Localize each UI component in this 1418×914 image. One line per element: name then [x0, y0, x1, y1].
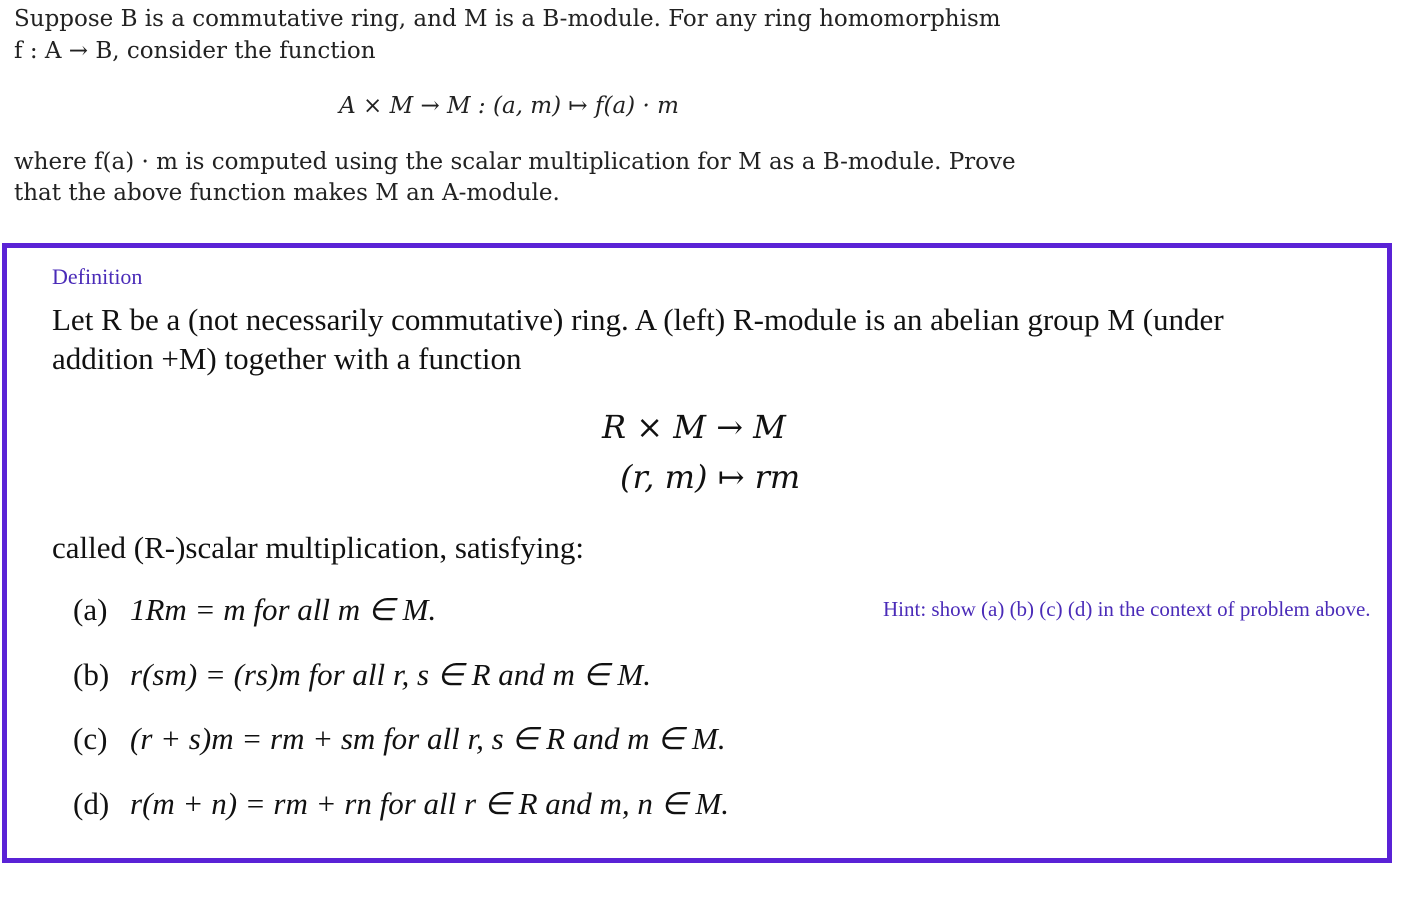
hint-note: Hint: show (a) (b) (c) (d) in the context of problem above. — [883, 597, 1371, 621]
axiom-label: (d) — [73, 785, 110, 821]
definition-display-equation — [602, 408, 800, 508]
problem-line-2: f : A → B, consider the function — [14, 37, 376, 64]
axiom-label: (c) — [73, 721, 108, 756]
problem-display-equation: A × M → M : (a, m) ↦ f(a) · m — [339, 93, 679, 119]
axiom-d — [73, 786, 729, 851]
axiom-text: r(sm) = (rs)m for all r, s ∈ R and m ∈ M. — [130, 656, 651, 692]
problem-statement — [14, 4, 1024, 210]
axiom-label: (b) — [73, 656, 110, 692]
definition-intro-line-2: addition +M) together with a function — [52, 341, 522, 376]
axiom-label: (a) — [73, 592, 108, 627]
display-line-1: R × M → M — [602, 408, 786, 446]
definition-intro — [52, 300, 1362, 378]
problem-line-4: that the above function makes M an A-module. — [14, 180, 560, 206]
definition-title: Definition — [52, 264, 143, 289]
definition-box — [2, 243, 1392, 863]
axiom-text: r(m + n) = rm + rn for all r ∈ R and m, n ∈ M. — [130, 785, 729, 821]
axiom-text: 1Rm = m for all m ∈ M. — [130, 592, 437, 627]
axiom-b — [73, 657, 729, 722]
axiom-a — [73, 592, 729, 657]
definition-intro-line-1: Let R be a (not necessarily commutative) ring. A (left) R-module is an abelian group M (under — [52, 302, 1224, 337]
called-text: called (R-)scalar multiplication, satisfying: — [52, 530, 585, 565]
display-line-2: (r, m) ↦ rm — [620, 458, 801, 496]
axiom-list — [73, 592, 729, 850]
axiom-text: (r + s)m = rm + sm for all r, s ∈ R and m ∈ M. — [130, 721, 726, 756]
axiom-c — [73, 721, 729, 786]
problem-line-3: where f(a) · m is computed using the scalar multiplication for M as a B-module. Prove — [14, 148, 1016, 175]
problem-line-1: Suppose B is a commutative ring, and M is a B-module. For any ring homomorphism — [14, 6, 1001, 32]
